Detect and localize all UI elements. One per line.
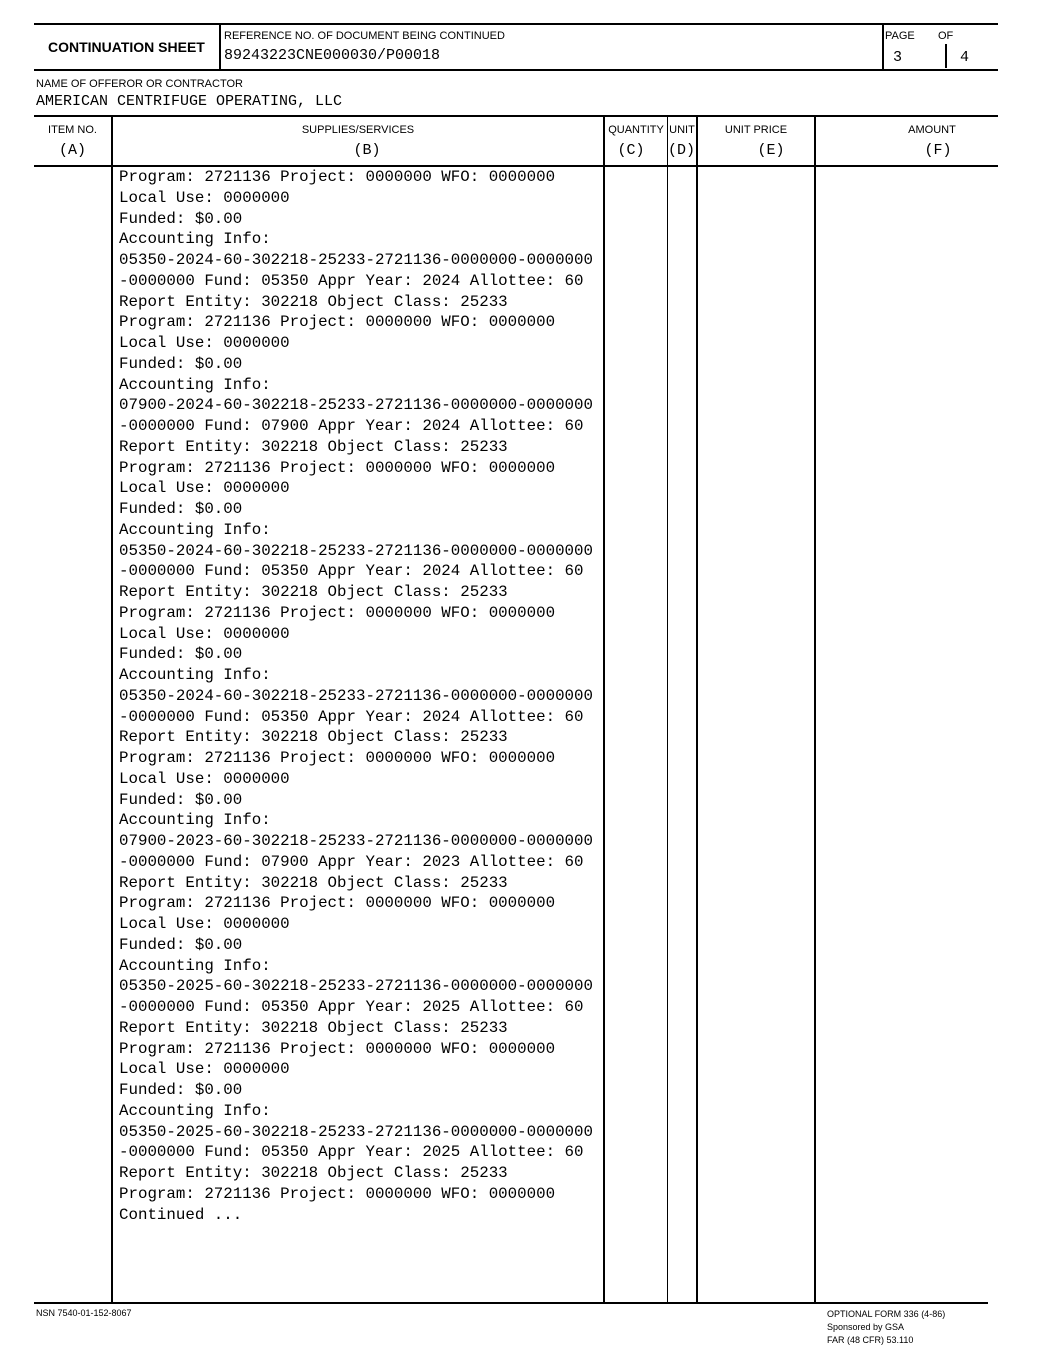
- body-line: Local Use: 0000000: [119, 188, 290, 207]
- body-line: -0000000 Fund: 05350 Appr Year: 2025 Allottee: 60: [119, 998, 584, 1016]
- body-line: Report Entity: 302218 Object Class: 25233: [119, 1164, 508, 1182]
- body-line: 05350-2025-60-302218-25233-2721136-0000000-0000000: [119, 977, 593, 996]
- column-rule-c-d: [667, 116, 668, 1302]
- of-label: OF: [938, 30, 954, 42]
- column-rule-a-b: [111, 116, 113, 1302]
- column-header-quantity: QUANTITY: [608, 124, 664, 136]
- column-header-supplies: SUPPLIES/SERVICES: [301, 124, 415, 136]
- body-line: Program: 2721136 Project: 0000000 WFO: 0000000: [119, 1184, 556, 1203]
- page-label: PAGE: [885, 30, 915, 42]
- body-line: Funded: $0.00: [119, 790, 243, 809]
- body-line: Funded: $0.00: [119, 209, 243, 228]
- body-line: Accounting Info:: [119, 1101, 271, 1120]
- body-line: Program: 2721136 Project: 0000000 WFO: 0000000: [119, 458, 556, 477]
- page-number: 3: [893, 49, 903, 66]
- body-line: -0000000 Fund: 07900 Appr Year: 2023 Allottee: 60: [119, 852, 584, 871]
- column-rule-e-f: [814, 116, 816, 1302]
- body-line: Program: 2721136 Project: 0000000 WFO: 0000000: [119, 603, 556, 622]
- body-line: -0000000 Fund: 05350 Appr Year: 2024 Allottee: 60: [119, 707, 584, 726]
- column-letter-c: (C): [617, 142, 645, 159]
- body-line: Program: 2721136 Project: 0000000 WFO: 0000000: [119, 1039, 556, 1058]
- body-line: Local Use: 0000000: [119, 479, 290, 498]
- column-letter-f: (F): [924, 142, 952, 159]
- sheet-title: CONTINUATION SHEET: [48, 39, 205, 55]
- table-bottom-rule: [34, 1302, 988, 1304]
- body-line: Accounting Info:: [119, 230, 271, 249]
- body-line: Report Entity: 302218 Object Class: 25233: [119, 583, 508, 601]
- header-bottom-rule: [34, 69, 998, 71]
- supplies-services-text: [119, 167, 609, 1225]
- body-line: Program: 2721136 Project: 0000000 WFO: 0000000: [119, 168, 556, 186]
- body-line: -0000000 Fund: 05350 Appr Year: 2024 Allottee: 60: [119, 562, 584, 581]
- body-line: 05350-2024-60-302218-25233-2721136-0000000-0000000: [119, 251, 593, 269]
- body-line: 07900-2024-60-302218-25233-2721136-0000000-0000000: [119, 396, 593, 415]
- column-header-unit-price: UNIT PRICE: [724, 124, 788, 136]
- body-line: Funded: $0.00: [119, 1081, 243, 1099]
- body-line: Accounting Info:: [119, 375, 271, 394]
- reference-label: REFERENCE NO. OF DOCUMENT BEING CONTINUED: [224, 30, 505, 42]
- body-line: -0000000 Fund: 05350 Appr Year: 2024 Allottee: 60: [119, 271, 584, 290]
- body-line: 07900-2023-60-302218-25233-2721136-0000000-0000000: [119, 832, 593, 850]
- body-line: Continued ...: [119, 1205, 243, 1224]
- body-line: Local Use: 0000000: [119, 334, 290, 352]
- body-line: Program: 2721136 Project: 0000000 WFO: 0000000: [119, 894, 556, 913]
- body-line: Local Use: 0000000: [119, 915, 290, 933]
- header-page-divider: [882, 24, 884, 70]
- body-line: 05350-2024-60-302218-25233-2721136-0000000-0000000: [119, 541, 593, 560]
- column-header-item-no: ITEM NO.: [48, 124, 97, 136]
- body-line: Report Entity: 302218 Object Class: 25233: [119, 728, 508, 747]
- body-line: Funded: $0.00: [119, 645, 243, 664]
- body-line: Accounting Info:: [119, 666, 271, 684]
- reference-number: 89243223CNE000030/P00018: [224, 47, 441, 64]
- offeror-label: NAME OF OFFEROR OR CONTRACTOR: [36, 78, 243, 90]
- column-letter-b: (B): [353, 142, 381, 159]
- form-number: OPTIONAL FORM 336 (4-86): [827, 1309, 946, 1319]
- header-of-divider: [945, 44, 947, 68]
- header-top-rule: [34, 23, 998, 25]
- body-line: Funded: $0.00: [119, 935, 243, 954]
- column-letter-d: (D): [668, 142, 696, 159]
- body-line: Report Entity: 302218 Object Class: 25233: [119, 873, 508, 892]
- column-letter-a: (A): [58, 142, 86, 159]
- header-title-divider: [219, 24, 221, 70]
- body-line: Program: 2721136 Project: 0000000 WFO: 0000000: [119, 749, 556, 767]
- body-line: Local Use: 0000000: [119, 624, 290, 643]
- column-header-amount: AMOUNT: [908, 124, 956, 136]
- column-letter-e: (E): [757, 142, 785, 159]
- body-line: Report Entity: 302218 Object Class: 25233: [119, 292, 508, 311]
- body-line: Report Entity: 302218 Object Class: 25233: [119, 1018, 508, 1037]
- column-header-unit: UNIT: [669, 124, 695, 136]
- offeror-name: AMERICAN CENTRIFUGE OPERATING, LLC: [36, 93, 343, 110]
- body-line: Program: 2721136 Project: 0000000 WFO: 0000000: [119, 313, 556, 332]
- form-far-reference: FAR (48 CFR) 53.110: [827, 1335, 914, 1345]
- body-line: 05350-2025-60-302218-25233-2721136-0000000-0000000: [119, 1122, 593, 1141]
- body-line: Accounting Info:: [119, 956, 271, 975]
- column-rule-d-e: [696, 116, 698, 1302]
- body-line: Report Entity: 302218 Object Class: 25233: [119, 437, 508, 456]
- body-line: Local Use: 0000000: [119, 1060, 290, 1079]
- body-line: Funded: $0.00: [119, 500, 243, 518]
- body-line: Local Use: 0000000: [119, 769, 290, 788]
- body-line: Accounting Info:: [119, 520, 271, 539]
- body-line: -0000000 Fund: 05350 Appr Year: 2025 Allottee: 60: [119, 1143, 584, 1162]
- page-total: 4: [960, 49, 970, 66]
- body-line: Accounting Info:: [119, 811, 271, 830]
- offeror-bottom-rule: [34, 115, 998, 117]
- body-line: 05350-2024-60-302218-25233-2721136-0000000-0000000: [119, 686, 593, 705]
- form-sponsor: Sponsored by GSA: [827, 1322, 905, 1332]
- nsn-number: NSN 7540-01-152-8067: [36, 1308, 132, 1318]
- body-line: Funded: $0.00: [119, 354, 243, 373]
- body-line: -0000000 Fund: 07900 Appr Year: 2024 Allottee: 60: [119, 417, 584, 435]
